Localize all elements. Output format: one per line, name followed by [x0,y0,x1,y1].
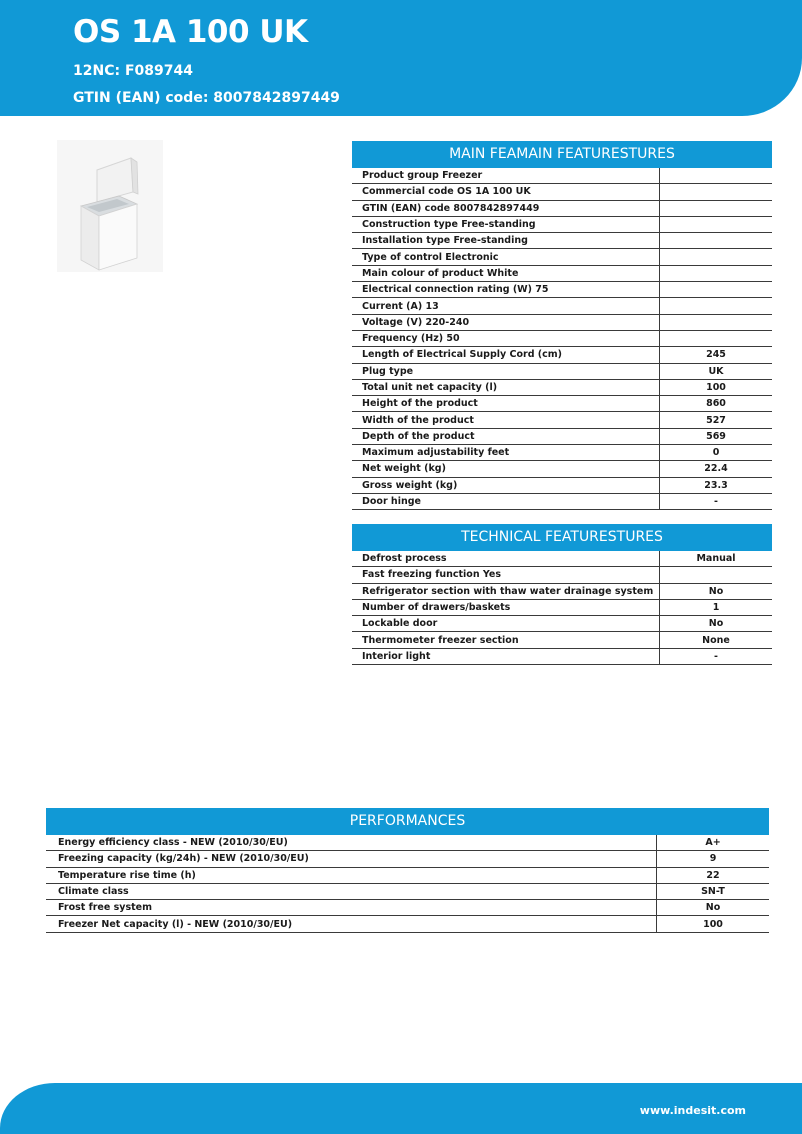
table-row [352,233,772,249]
table-row [46,883,769,899]
table-row [352,583,772,599]
row-label: Thermometer freezer section [352,632,660,648]
row-value: SN-T [657,883,770,899]
row-label: Defrost process [352,551,660,567]
main-features-table [352,168,772,510]
footer-banner [0,1083,802,1134]
table-row [352,632,772,648]
row-label: Plug type [352,363,660,379]
table-row [46,900,769,916]
row-value [660,298,773,314]
table-row [46,835,769,851]
main-features-title: MAIN FEAMAIN FEATURESTURES [352,141,772,168]
row-label: Door hinge [352,493,660,509]
table-row [352,648,772,664]
row-value [660,330,773,346]
table-row [352,379,772,395]
table-row [352,461,772,477]
row-value: 527 [660,412,773,428]
row-value [660,282,773,298]
row-value: No [657,900,770,916]
row-label: Fast freezing function Yes [352,567,660,583]
row-value [660,249,773,265]
row-value: 245 [660,347,773,363]
product-image [57,140,163,272]
row-value: 1 [660,599,773,615]
row-value: A+ [657,835,770,851]
row-label: Temperature rise time (h) [46,867,657,883]
table-row [352,168,772,184]
row-label: Current (A) 13 [352,298,660,314]
table-row [352,265,772,281]
row-value [660,168,773,184]
main-features-section [352,141,772,510]
table-row [352,347,772,363]
row-label: Lockable door [352,616,660,632]
row-value: 23.3 [660,477,773,493]
row-label: Freezer Net capacity (l) - NEW (2010/30/EU) [46,916,657,932]
row-value: No [660,583,773,599]
row-value: 100 [657,916,770,932]
table-row [352,249,772,265]
row-value [660,233,773,249]
row-label: Interior light [352,648,660,664]
product-title: OS 1A 100 UK [73,14,308,50]
row-label: Installation type Free-standing [352,233,660,249]
row-label: Voltage (V) 220-240 [352,314,660,330]
row-label: Freezing capacity (kg/24h) - NEW (2010/30/EU) [46,851,657,867]
row-label: Length of Electrical Supply Cord (cm) [352,347,660,363]
table-row [352,551,772,567]
row-value: No [660,616,773,632]
nc-code: 12NC: F089744 [73,63,193,79]
row-label: Energy efficiency class - NEW (2010/30/EU) [46,835,657,851]
row-label: Gross weight (kg) [352,477,660,493]
row-value: 860 [660,396,773,412]
row-label: Width of the product [352,412,660,428]
table-row [352,396,772,412]
table-row [352,477,772,493]
technical-features-section [352,524,772,665]
row-value: UK [660,363,773,379]
table-row [352,445,772,461]
table-row [352,616,772,632]
table-row [352,567,772,583]
row-label: Frequency (Hz) 50 [352,330,660,346]
row-label: Total unit net capacity (l) [352,379,660,395]
table-row [352,314,772,330]
row-label: GTIN (EAN) code 8007842897449 [352,200,660,216]
row-label: Construction type Free-standing [352,216,660,232]
row-value: 22.4 [660,461,773,477]
gtin-code: GTIN (EAN) code: 8007842897449 [73,90,340,106]
row-label: Height of the product [352,396,660,412]
table-row [352,216,772,232]
row-value [660,200,773,216]
table-row [352,363,772,379]
technical-features-table [352,551,772,665]
row-value: 569 [660,428,773,444]
row-label: Electrical connection rating (W) 75 [352,282,660,298]
row-value: 100 [660,379,773,395]
row-value [660,216,773,232]
row-label: Depth of the product [352,428,660,444]
table-row [352,184,772,200]
performances-table [46,835,769,933]
table-row [352,412,772,428]
table-row [352,599,772,615]
table-row [352,200,772,216]
row-label: Refrigerator section with thaw water drainage system [352,583,660,599]
row-value [660,314,773,330]
table-row [352,330,772,346]
performances-section [46,808,769,933]
table-row [352,428,772,444]
table-row [352,493,772,509]
row-value [660,265,773,281]
table-row [46,916,769,932]
row-value: None [660,632,773,648]
row-value [660,184,773,200]
row-label: Number of drawers/baskets [352,599,660,615]
row-value: Manual [660,551,773,567]
row-label: Type of control Electronic [352,249,660,265]
row-label: Net weight (kg) [352,461,660,477]
table-row [46,851,769,867]
row-value: 0 [660,445,773,461]
row-value: 9 [657,851,770,867]
row-label: Maximum adjustability feet [352,445,660,461]
row-value: 22 [657,867,770,883]
header-banner [0,0,802,116]
row-label: Commercial code OS 1A 100 UK [352,184,660,200]
table-row [352,298,772,314]
row-value: - [660,493,773,509]
row-label: Product group Freezer [352,168,660,184]
row-label: Climate class [46,883,657,899]
row-label: Main colour of product White [352,265,660,281]
row-value [660,567,773,583]
row-label: Frost free system [46,900,657,916]
table-row [46,867,769,883]
website-link[interactable]: www.indesit.com [639,1104,746,1117]
row-value: - [660,648,773,664]
performances-title: PERFORMANCES [46,808,769,835]
table-row [352,282,772,298]
technical-features-title: TECHNICAL FEATURESTURES [352,524,772,551]
